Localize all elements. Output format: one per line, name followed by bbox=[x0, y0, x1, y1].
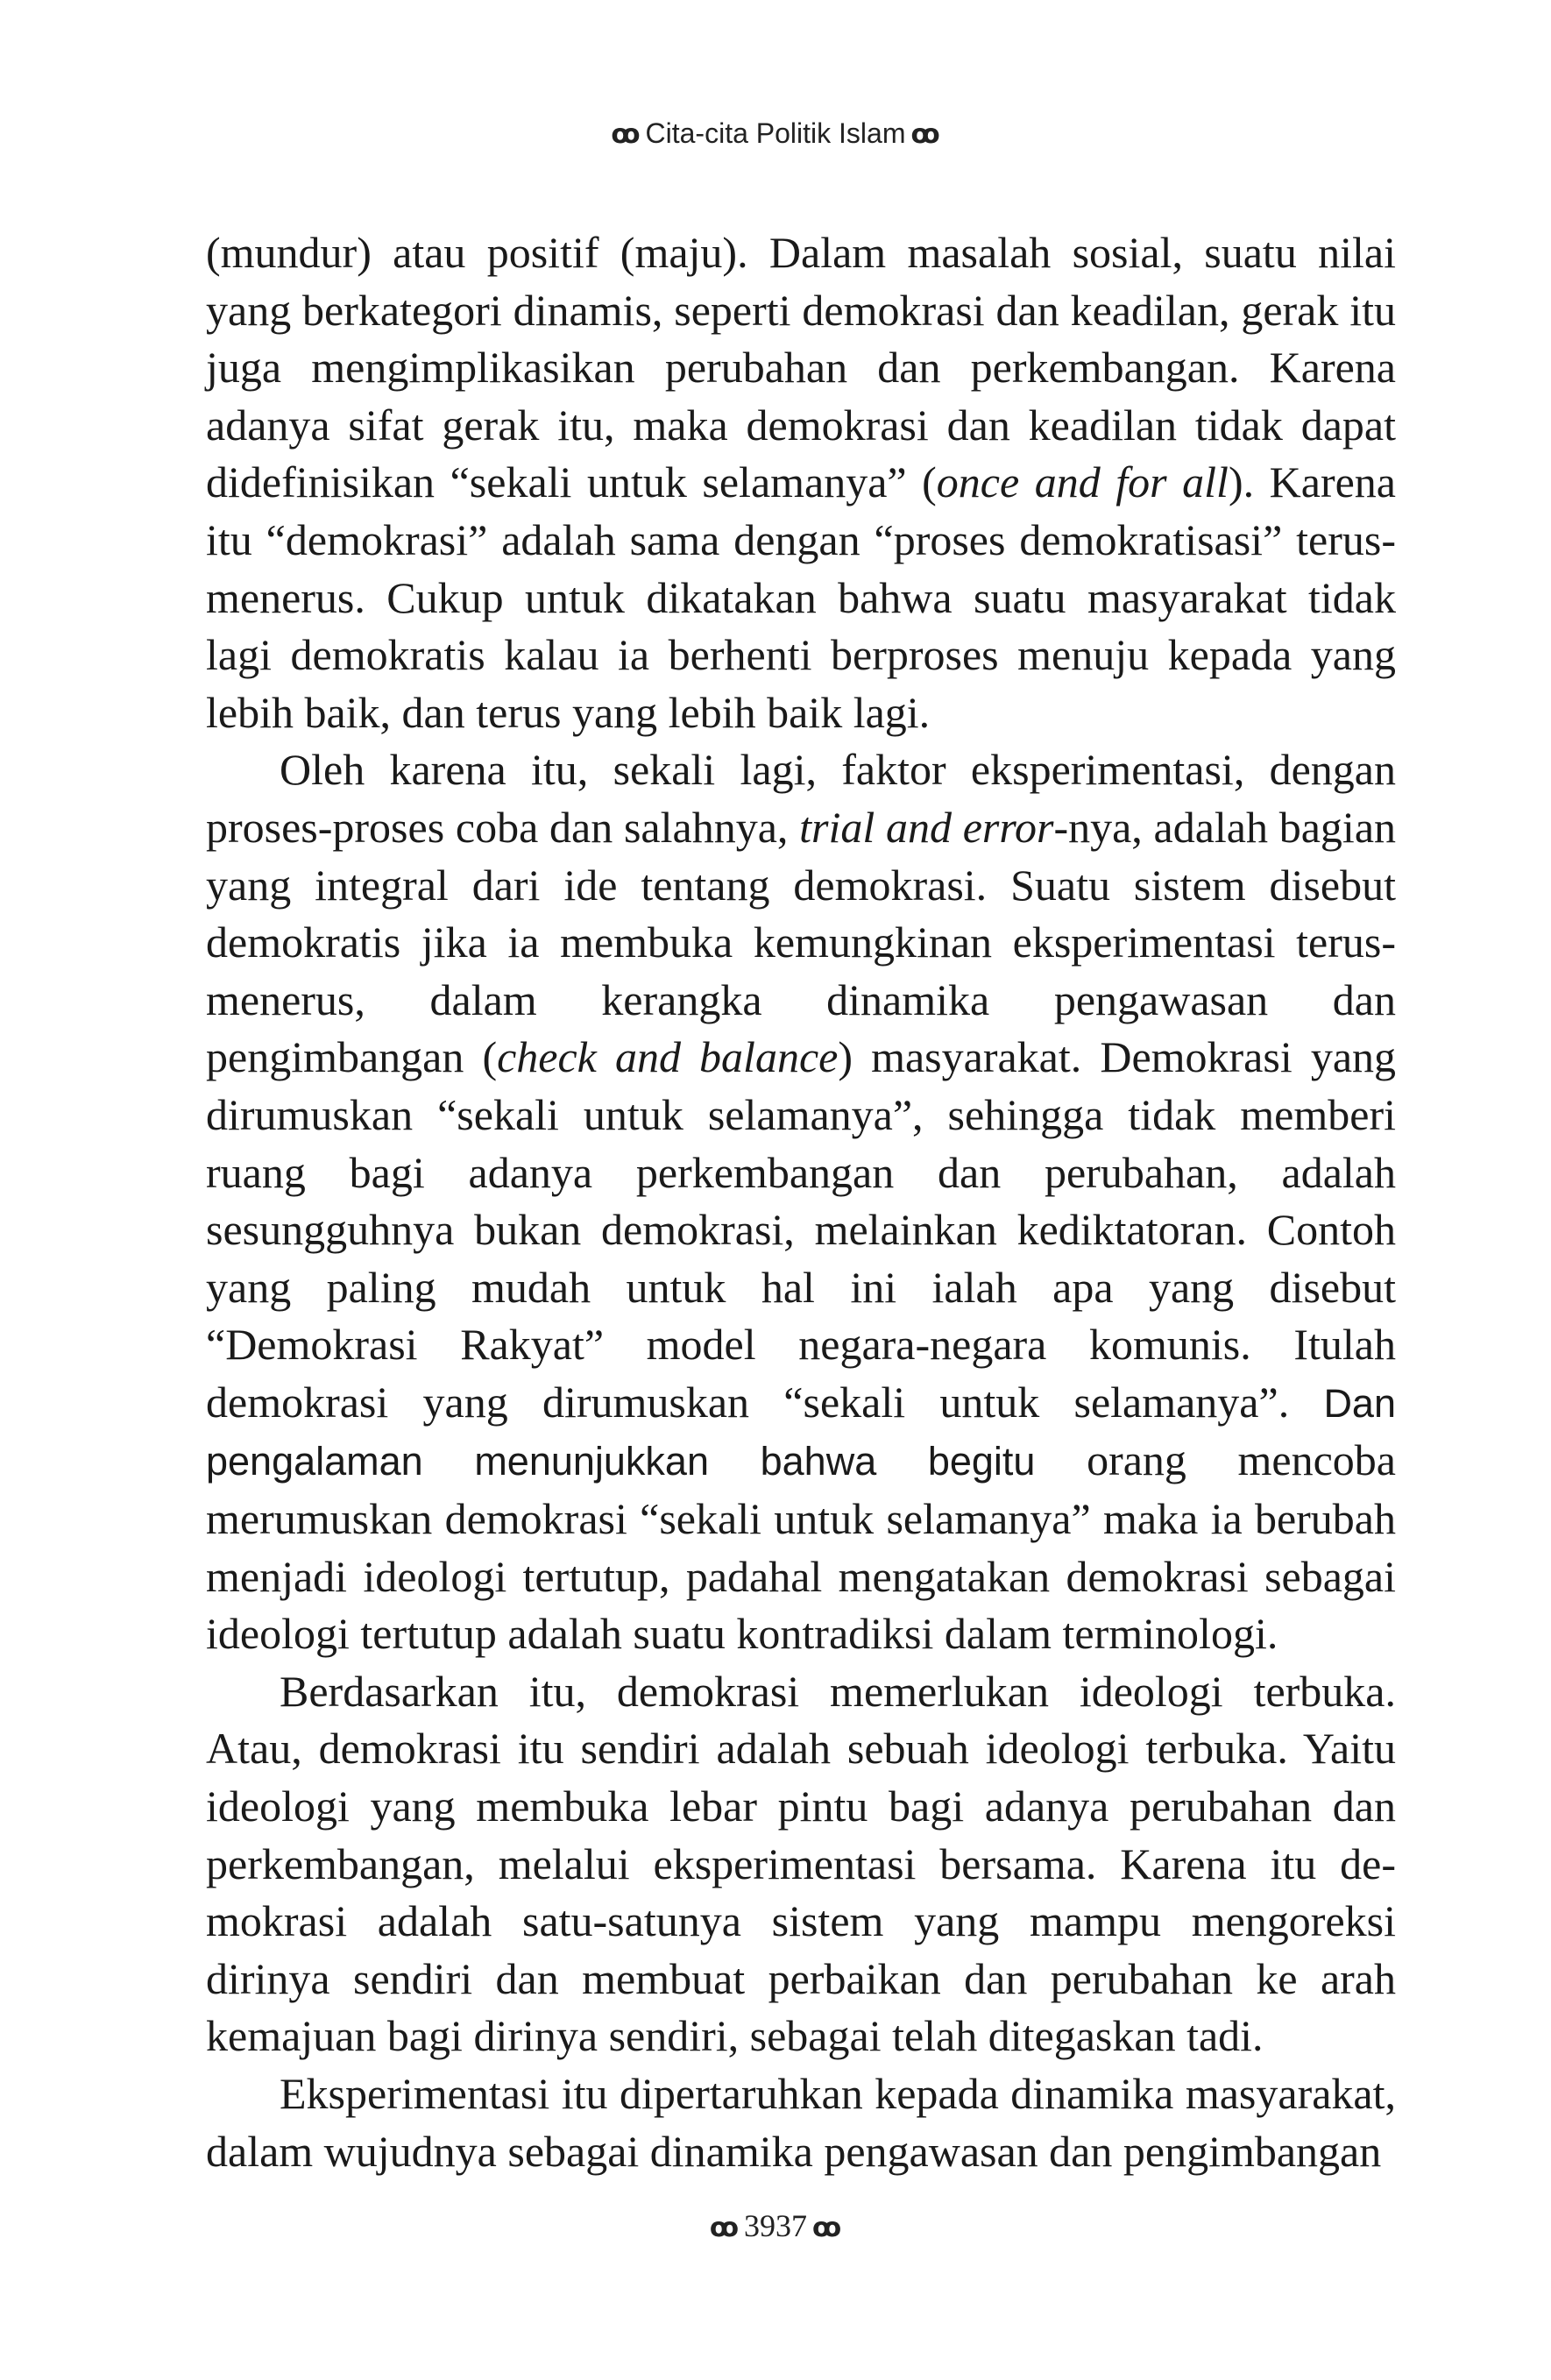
paragraph-1 bbox=[206, 224, 1396, 741]
paragraph-1-text-end: ). Karena itu “demokrasi” adalah sama dengan “proses demokratisasi” terus-menerus. Cukup untuk dikatakan bahwa suatu masyarakat tidak lagi demokratis kalau ia berhenti berproses menuju kepada yang lebih baik, dan terus yang lebih baik lagi. bbox=[206, 457, 1396, 737]
footer-ornament-right-icon: ꝏ bbox=[812, 2213, 842, 2243]
header-ornament-right-icon: ꝏ bbox=[910, 119, 940, 150]
paragraph-2-text-a: Oleh karena itu, sekali lagi, faktor eksperimentasi, dengan proses-proses coba dan salahnya, bbox=[206, 745, 1396, 852]
book-title: Cita-cita Politik Islam bbox=[645, 117, 906, 149]
paragraph-4: Eksperimentasi itu dipertaruhkan kepada dinamika masyarakat, dalam wujudnya sebagai dinamika pengawasan dan pengimbangan bbox=[206, 2069, 1396, 2176]
body-text bbox=[206, 224, 1396, 2180]
footer-ornament-left-icon: ꝏ bbox=[709, 2213, 739, 2243]
page-footer bbox=[0, 2206, 1551, 2248]
paragraph-2-italic-2: check and balance bbox=[497, 1032, 839, 1082]
header-ornament-left-icon: ꝏ bbox=[611, 119, 641, 150]
page-number: 3937 bbox=[744, 2208, 807, 2243]
paragraph-1-italic: once and for all bbox=[936, 457, 1229, 507]
paragraph-1-text: (mundur) atau positif (maju). Dalam masalah sosial, suatu nilai yang berkategori dinamis, seperti demokrasi dan keadilan, gerak itu juga mengimplikasikan perubahan dan perkembangan. Karena adanya sifat gerak itu, maka demokrasi dan keadilan tidak dapat didefinisikan “sekali untuk selamanya” ( bbox=[206, 228, 1396, 507]
paragraph-2-text-d: orang mencoba merumuskan demokrasi “sekali untuk selamanya” maka ia berubah menjadi ideologi tertutup, padahal mengatakan demokrasi sebagai ideologi tertutup adalah suatu kontradiksi dalam terminologi. bbox=[206, 1435, 1397, 1659]
paragraph-2-italic-1: trial and error bbox=[799, 802, 1054, 852]
paragraph-2-sans-run: Dan pengalaman menunjukkan bahwa begitu bbox=[206, 1380, 1396, 1484]
running-header bbox=[0, 116, 1551, 152]
paragraph-2-text-c: ) masyarakat. Demokrasi yang dirumuskan “sekali untuk selamanya”, sehingga tidak memberi ruang bagi adanya perkembangan dan perubahan, adalah sesungguhnya bukan demokrasi, melainkan kediktatoran. Contoh yang paling mudah untuk hal ini ialah apa yang disebut “Demokrasi Rakyat” model negara-negara komunis. Itulah demokrasi yang dirumuskan “sekali untuk selamanya”. bbox=[206, 1032, 1397, 1427]
paragraph-3: Berdasarkan itu, demokrasi memerlukan ideologi terbuka. Atau, demokrasi itu sendiri adalah sebuah ideologi terbuka. Yaitu ideologi yang membuka lebar pintu bagi adanya perubahan dan perkembangan, melalui eksperimentasi bersama. Karena itu demokrasi adalah satu-satunya sistem yang mampu mengoreksi dirinya sendiri dan membuat perbaikan dan perubahan ke arah kemajuan bagi dirinya sendiri, sebagai telah ditegaskan tadi. bbox=[206, 1666, 1396, 2061]
paragraph-2 bbox=[206, 741, 1396, 1663]
paragraph-2-text-b: -nya, adalah bagian yang integral dari ide tentang demokrasi. Suatu sistem disebut demokratis jika ia membuka kemungkinan eksperimentasi terus-menerus, dalam kerangka dinamika pengawasan dan pengimbangan ( bbox=[206, 802, 1397, 1082]
